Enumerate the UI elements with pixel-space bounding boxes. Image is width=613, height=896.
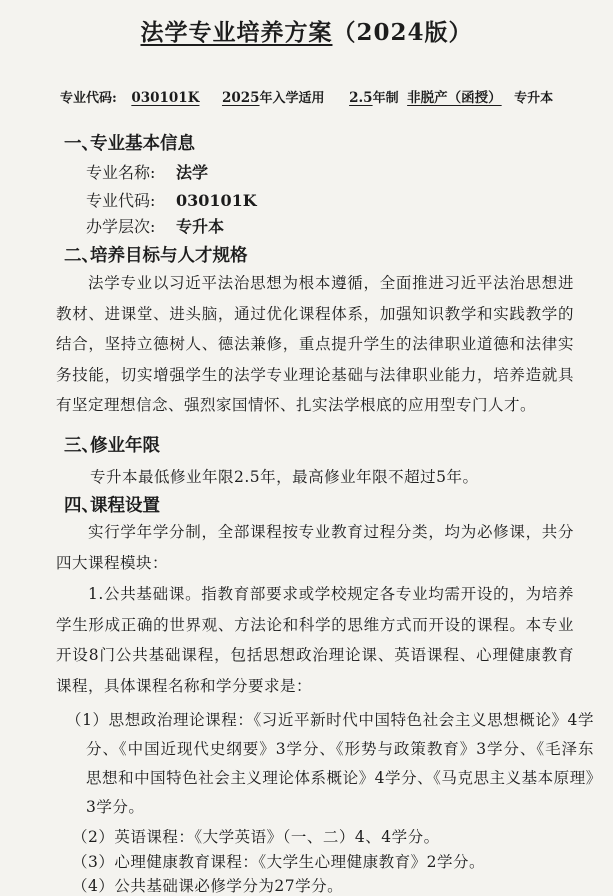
- program-meta-line: [60, 86, 605, 106]
- item-2-english: （2）英语课程：《大学英语》（一、二）4、4学分。: [72, 828, 440, 846]
- item-3-psychology: （3）心理健康教育课程：《大学生心理健康教育》2学分。: [72, 853, 485, 871]
- meta-code-value: 030101K: [131, 90, 200, 106]
- meta-code-label: 专业代码:: [60, 91, 117, 106]
- info-row-name: 专业名称: 法学: [86, 163, 209, 182]
- meta-study-mode: 非脱产（函授）: [407, 90, 502, 106]
- section-1-heading: 一、专业基本信息: [64, 134, 195, 154]
- section-2-heading: 二、培养目标与人才规格: [64, 246, 248, 266]
- meta-year-value: 2025: [221, 90, 260, 106]
- title-version: （2024版）: [332, 19, 473, 46]
- module-1-text: 1.公共基础课。指教育部要求或学校规定各专业均需开设的，为培养学生形成正确的世界观、方法论和科学的思维方式而开设的课程。本专业开设8门公共基础课程，包括思想政治理论课、英语课程、心理健康教育课程，具体课程名称和学分要求是：: [56, 585, 574, 695]
- item-4-credits: （4）公共基础课必修学分为27学分。: [72, 877, 344, 895]
- meta-duration-value: 2.5: [349, 90, 373, 106]
- info-row-level: 办学层次: 专升本: [86, 217, 225, 236]
- item-1-politics: （1）思想政治理论课程：《习近平新时代中国特色社会主义思想概论》4学分、《中国近现代史纲要》3学分、《形势与政策教育》3学分、《毛泽东思想和中国特色社会主义理论体系概论》4学分、《马克思主义基本原理》3学分。: [66, 711, 594, 816]
- meta-level: 专升本: [514, 91, 554, 106]
- document-title: [0, 14, 613, 47]
- meta-duration-suffix: 年制: [372, 91, 399, 106]
- section-2-body: 法学专业以习近平法治思想为根本遵循，全面推进习近平法治思想进教材、进课堂、进头脑，通过优化课程体系，加强知识教学和实践教学的结合，坚持立德树人、德法兼修，重点提升学生的法律职业道德和法律实务技能，切实增强学生的法学专业理论基础与法律职业能力，培养造就具有坚定理想信念、强烈家国情怀、扎实法学根底的应用型专门人才。: [56, 274, 574, 414]
- section-3-heading: 三、修业年限: [64, 436, 160, 456]
- section-3-body: 专升本最低修业年限2.5年，最高修业年限不超过5年。: [90, 468, 479, 486]
- info-row-code: 专业代码: 030101K: [86, 191, 257, 210]
- section-4-heading: 四、课程设置: [64, 496, 160, 516]
- title-main: 法学专业培养方案: [140, 19, 333, 46]
- meta-year-suffix: 年入学适用: [259, 91, 325, 106]
- section-4-intro: 实行学年学分制，全部课程按专业教育过程分类，均为必修课，共分四大课程模块：: [56, 523, 574, 572]
